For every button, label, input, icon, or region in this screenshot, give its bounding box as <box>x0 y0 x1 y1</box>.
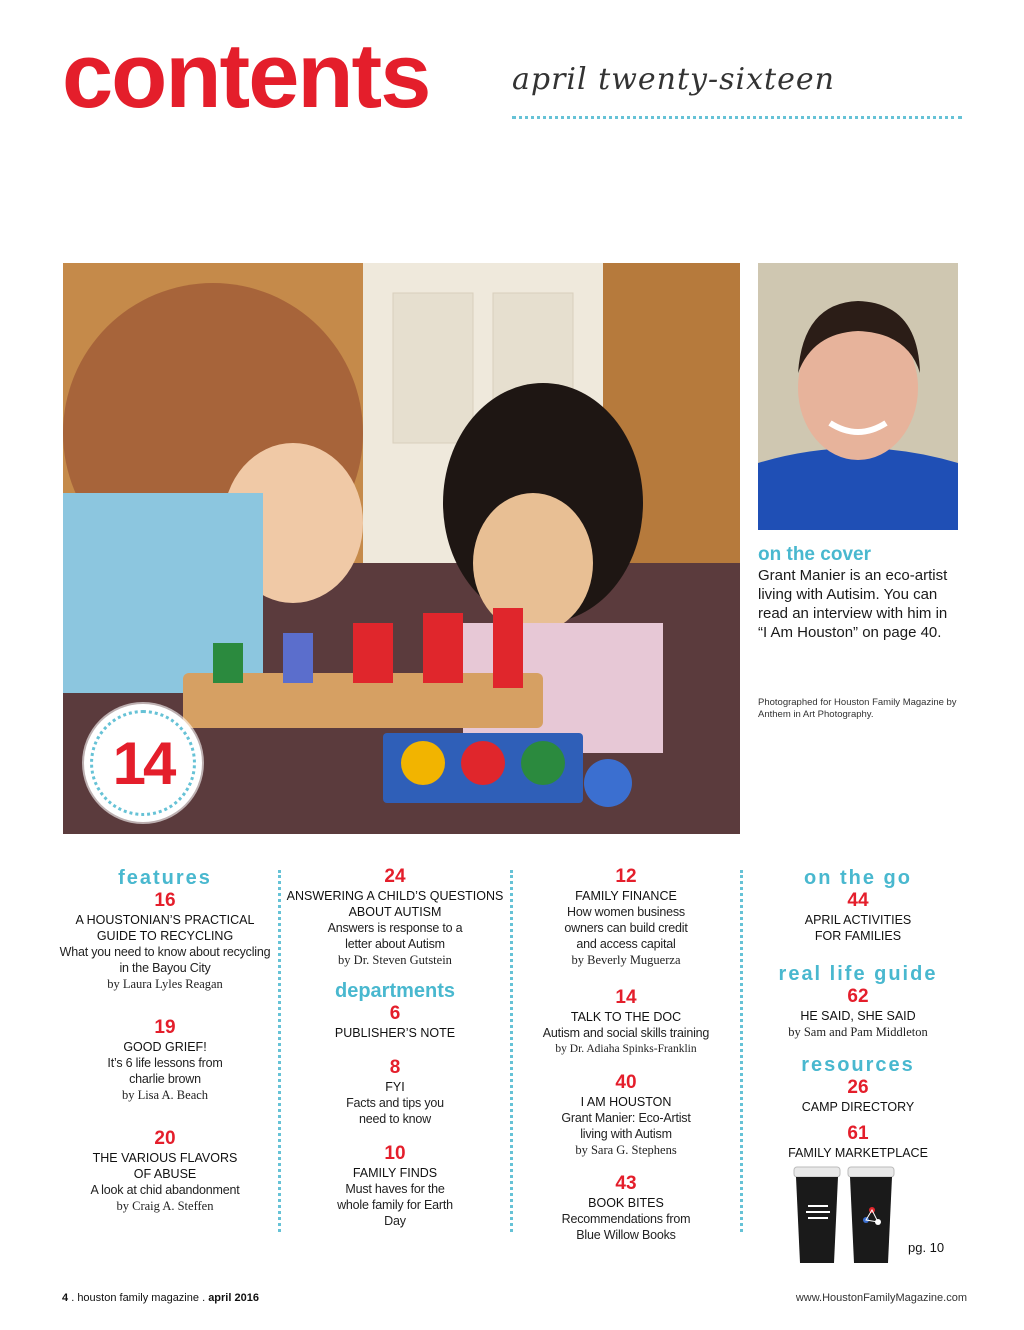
toc-entry[interactable] <box>285 1057 505 1127</box>
entry-page-number: 16 <box>154 890 176 911</box>
travel-mugs-illustration <box>790 1165 900 1265</box>
footer-url[interactable]: www.HoustonFamilyMagazine.com <box>795 1292 967 1304</box>
features-column <box>55 866 275 1215</box>
entry-page-number: 14 <box>615 987 637 1008</box>
entry-title: FYI <box>385 1080 405 1094</box>
entry-page-number: 8 <box>389 1057 401 1078</box>
cover-portrait-image <box>758 263 958 530</box>
folio-page-number: 4 <box>62 1292 69 1304</box>
page-number-badge <box>84 704 202 822</box>
entry-description: Grant Manier: Eco-Artist living with Autism <box>561 1111 691 1141</box>
entry-page-number: 40 <box>615 1072 637 1093</box>
entry-title: GOOD GRIEF! <box>123 1040 207 1054</box>
section-heading-departments: departments <box>334 980 456 1002</box>
toc-entry[interactable] <box>748 1123 968 1161</box>
entry-page-number: 20 <box>154 1128 176 1149</box>
entry-byline: by Dr. Steven Gutstein <box>338 953 452 967</box>
column-divider <box>278 870 281 1232</box>
toc-entry[interactable] <box>748 1077 968 1115</box>
cover-photo <box>758 263 958 530</box>
toc-entry[interactable] <box>285 1143 505 1229</box>
toc-entry[interactable] <box>55 1017 275 1104</box>
entry-description: Answers is response to a letter about Autism <box>327 921 463 951</box>
toc-entry[interactable] <box>55 1128 275 1215</box>
toc-entry[interactable] <box>516 1173 736 1243</box>
entry-page-number: 62 <box>847 986 869 1007</box>
entry-byline: by Craig A. Steffen <box>116 1199 214 1213</box>
cover-description: Grant Manier is an eco-artist living with Autisim. You can read an interview with him in “I Am Houston” on page 40. <box>758 567 948 641</box>
footer-folio: 4 . houston family magazine . april 2016 <box>62 1292 259 1304</box>
page-reference: pg. 10 <box>908 1240 945 1255</box>
entry-byline: by Beverly Muguerza <box>571 953 681 967</box>
entry-page-number: 6 <box>389 1003 401 1024</box>
entry-page-number: 24 <box>384 866 406 887</box>
entry-title: FAMILY FINANCE <box>575 889 677 903</box>
section-heading-resources: resources <box>801 1054 915 1076</box>
entry-description: A look at chid abandonment <box>90 1183 240 1197</box>
entry-title: APRIL ACTIVITIES FOR FAMILIES <box>804 913 912 943</box>
entry-title: ANSWERING A CHILD’S QUESTIONS ABOUT AUTISM <box>286 889 504 919</box>
column-divider <box>740 870 743 1232</box>
section-heading-real-life-guide: real life guide <box>778 963 938 985</box>
toc-entry[interactable] <box>285 1003 505 1041</box>
toc-entry[interactable] <box>516 866 736 969</box>
entry-byline: by Dr. Adiaha Spinks-Franklin <box>555 1043 697 1055</box>
entry-description: How women business owners can build credit and access capital <box>564 905 688 951</box>
entry-page-number: 12 <box>615 866 637 887</box>
entry-page-number: 44 <box>847 890 869 911</box>
entry-title: CAMP DIRECTORY <box>801 1100 915 1114</box>
toc-entry[interactable] <box>516 1072 736 1159</box>
entry-byline: by Lisa A. Beach <box>121 1088 209 1102</box>
page-title: contents <box>62 25 430 127</box>
section-heading-on-the-go: on the go <box>804 867 912 889</box>
entry-title: TALK TO THE DOC <box>570 1010 682 1024</box>
entry-byline: by Sara G. Stephens <box>575 1143 677 1157</box>
section-heading-features: features <box>118 867 212 889</box>
entry-byline: by Sam and Pam Middleton <box>788 1025 928 1039</box>
entry-page-number: 26 <box>847 1077 869 1098</box>
dotted-divider <box>512 116 962 119</box>
column-divider <box>510 870 513 1232</box>
entry-page-number: 10 <box>384 1143 406 1164</box>
toc-entry[interactable] <box>55 890 275 993</box>
entry-title: I AM HOUSTON <box>580 1095 672 1109</box>
folio-publication: houston family magazine <box>77 1292 199 1304</box>
coffee-cups-image <box>790 1165 900 1265</box>
entry-description: It’s 6 life lessons from charlie brown <box>107 1056 223 1086</box>
toc-entry[interactable] <box>748 890 968 944</box>
badge-number: 14 <box>112 729 174 797</box>
third-column <box>516 866 736 1243</box>
entry-page-number: 19 <box>154 1017 176 1038</box>
entry-page-number: 43 <box>615 1173 637 1194</box>
photo-credit: Photographed for Houston Family Magazine by Anthem in Art Photography. <box>758 697 957 720</box>
departments-column <box>285 866 505 1229</box>
entry-title: HE SAID, SHE SAID <box>800 1009 916 1023</box>
toc-entry[interactable] <box>516 987 736 1058</box>
entry-description: What you need to know about recycling in the Bayou City <box>59 945 271 975</box>
issue-date: april twenty-sixteen <box>512 62 835 97</box>
folio-date: april 2016 <box>208 1292 259 1304</box>
entry-description: Must haves for the whole family for Earth Day <box>337 1182 453 1228</box>
entry-title: FAMILY FINDS <box>352 1166 438 1180</box>
entry-description: Facts and tips you need to know <box>346 1096 444 1126</box>
entry-title: A HOUSTONIAN’S PRACTICAL GUIDE TO RECYCLING <box>75 913 255 943</box>
toc-entry[interactable] <box>748 986 968 1041</box>
entry-title: PUBLISHER’S NOTE <box>334 1026 456 1040</box>
entry-byline: by Laura Lyles Reagan <box>107 977 223 991</box>
toc-entry[interactable] <box>285 866 505 969</box>
cover-heading: on the cover <box>758 544 871 565</box>
fourth-column <box>748 866 968 1161</box>
entry-page-number: 61 <box>847 1123 869 1144</box>
entry-title: FAMILY MARKETPLACE <box>788 1146 928 1160</box>
entry-description: Autism and social skills training <box>542 1026 710 1040</box>
entry-title: BOOK BITES <box>588 1196 664 1210</box>
entry-title: THE VARIOUS FLAVORS OF ABUSE <box>92 1151 238 1181</box>
entry-description: Recommendations from Blue Willow Books <box>561 1212 691 1242</box>
